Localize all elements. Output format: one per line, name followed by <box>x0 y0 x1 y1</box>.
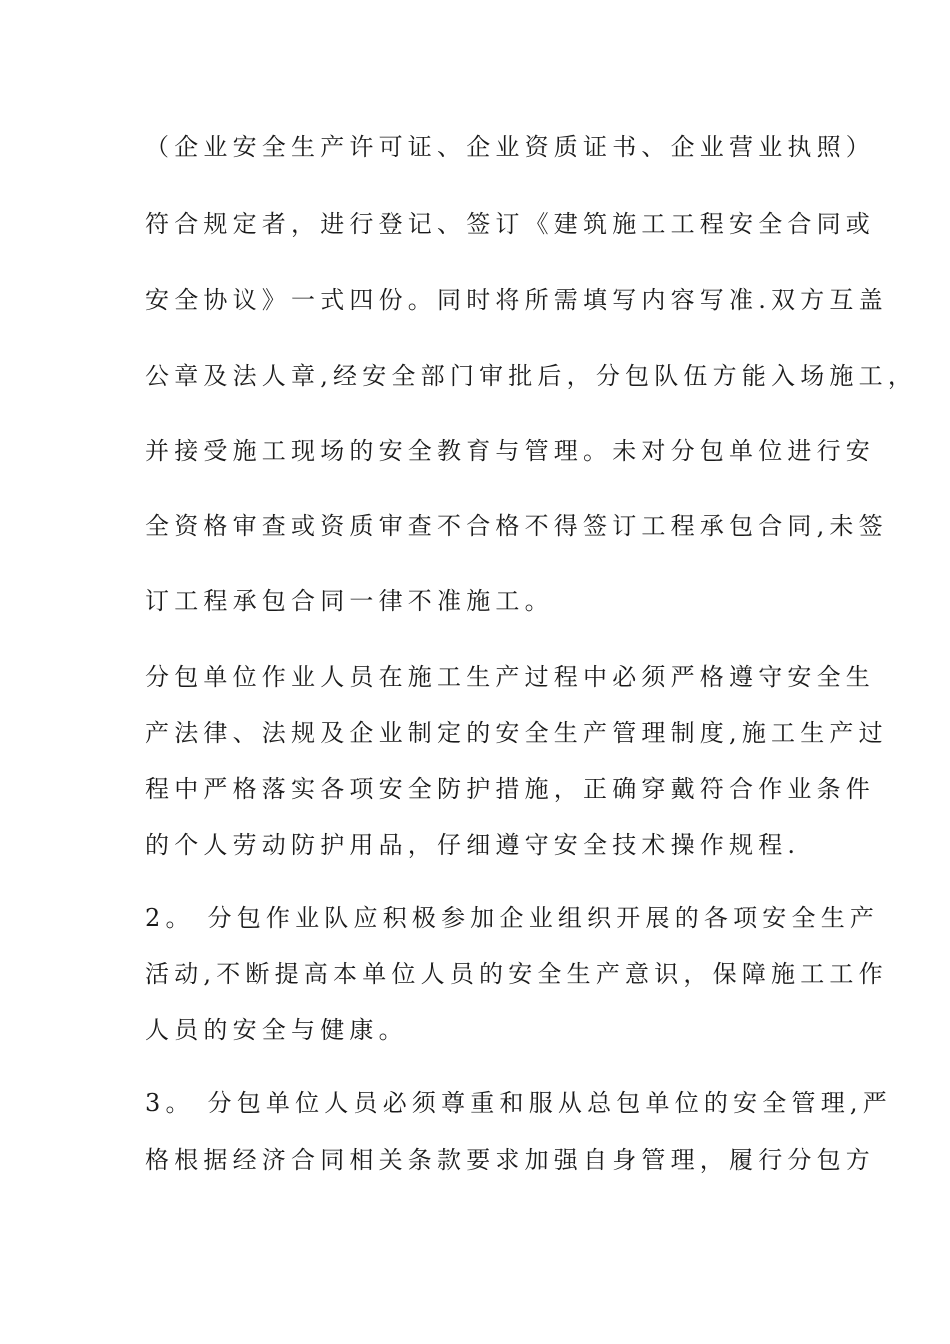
text-line-14: 人员的安全与健康。 <box>145 1016 408 1044</box>
text-line-13: 活动,不断提高本单位人员的安全生产意识，保障施工工作 <box>145 960 888 988</box>
text-line-1: （企业安全生产许可证、企业资质证书、企业营业执照） <box>145 133 875 161</box>
text-line-15: 3。 分包单位人员必须尊重和服从总包单位的安全管理,严 <box>145 1089 892 1117</box>
text-line-6: 全资格审查或资质审查不合格不得签订工程承包合同,未签 <box>145 512 888 540</box>
text-line-12: 2。 分包作业队应积极参加企业组织开展的各项安全生产 <box>145 904 880 932</box>
text-line-2: 符合规定者，进行登记、签订《建筑施工工程安全合同或 <box>145 210 875 238</box>
text-line-5: 并接受施工现场的安全教育与管理。未对分包单位进行安 <box>145 437 875 465</box>
text-line-10: 程中严格落实各项安全防护措施，正确穿戴符合作业条件 <box>145 775 875 803</box>
text-line-9: 产法律、法规及企业制定的安全生产管理制度,施工生产过 <box>145 719 888 747</box>
text-line-16: 格根据经济合同相关条款要求加强自身管理，履行分包方 <box>145 1146 875 1174</box>
text-line-3: 安全协议》一式四份。同时将所需填写内容写准.双方互盖 <box>145 286 888 314</box>
text-line-11: 的个人劳动防护用品，仔细遵守安全技术操作规程. <box>145 831 801 859</box>
text-line-8: 分包单位作业人员在施工生产过程中必须严格遵守安全生 <box>145 663 875 691</box>
text-line-4: 公章及法人章,经安全部门审批后，分包队伍方能入场施工， <box>145 362 918 390</box>
text-line-7: 订工程承包合同一律不准施工。 <box>145 587 554 615</box>
